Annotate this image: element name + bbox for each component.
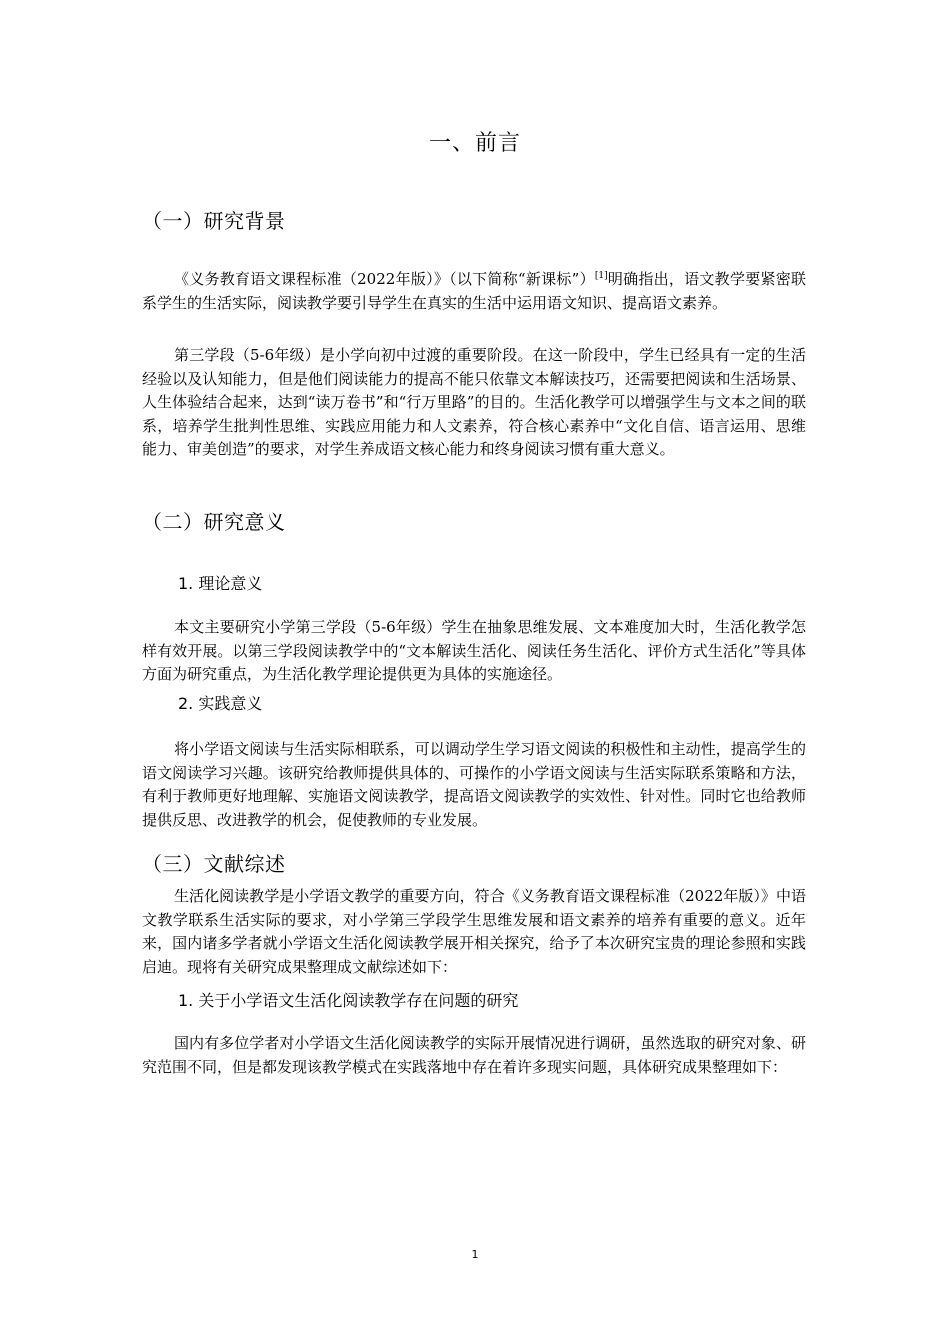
paragraph-background-1 [142,268,806,315]
page-number: 1 [471,1248,479,1261]
subheading-problems: 1. 关于小学语文生活化阅读教学存在问题的研究 [178,991,519,1010]
section-heading-literature: （三）文献综述 [142,852,286,876]
paragraph-literature-2: 国内有多位学者对小学语文生活化阅读教学的实际开展情况进行调研，虽然选取的研究对象、研究范围不同，但是都发现该教学模式在实践落地中存在着许多现实问题，具体研究成果整理如下： [142,1034,806,1076]
paragraph-practice: 将小学语文阅读与生活实际相联系，可以调动学生学习语文阅读的积极性和主动性，提高学生的语文阅读学习兴趣。该研究给教师提供具体的、可操作的小学语文阅读与生活实际联系策略和方法，有利于教师更好地理解、实施语文阅读教学，提高语文阅读教学的实效性、针对性。同时它也给教师提供反思、改进教学的机会，促使教师的专业发展。 [142,740,806,829]
section-heading-significance: （二）研究意义 [142,510,286,534]
paragraph-literature-1: 生活化阅读教学是小学语文教学的重要方向，符合《义务教育语文课程标准（2022年版）》中语文教学联系生活实际的要求，对小学第三学段学生思维发展和语文素养的培养有重要的意义。近年来，国内诸多学者就小学语文生活化阅读教学展开相关探究，给予了本次研究宝贵的理论参照和实践启迪。现将有关研究成果整理成文献综述如下： [142,887,806,976]
paragraph-theory: 本文主要研究小学第三学段（5-6年级）学生在抽象思维发展、文本难度加大时，生活化教学怎样有效开展。以第三学段阅读教学中的“文本解读生活化、阅读任务生活化、评价方式生活化”等具体方面为研究重点，为生活化教学理论提供更为具体的实施途径。 [142,618,806,683]
section-heading-background: （一）研究背景 [142,209,286,233]
paragraph-background-2: 第三学段（5-6年级）是小学向初中过渡的重要阶段。在这一阶段中，学生已经具有一定的生活经验以及认知能力，但是他们阅读能力的提高不能只依靠文本解读技巧，还需要把阅读和生活场景、人生体验结合起来，达到“读万卷书”和“行万里路”的目的。生活化教学可以增强学生与文本之间的联系，培养学生批判性思维、实践应用能力和人文素养，符合核心素养中“文化自信、语言运用、思维能力、审美创造”的要求，对学生养成语文核心能力和终身阅读习惯有重大意义。 [142,346,806,458]
subheading-practice: 2. 实践意义 [178,694,263,713]
subheading-theory: 1. 理论意义 [178,574,263,593]
page-title: 一、前言 [428,131,521,156]
paragraph-text: 明确指出，语文教学要紧密联系学生的生活实际，阅读教学要引导学生在真实的生活中运用语文知识、提高语文素养。 [142,270,806,312]
citation-marker: [1] [594,271,608,281]
paragraph-text: 《义务教育语文课程标准（2022年版）》（以下简称“新课标”） [174,270,595,288]
